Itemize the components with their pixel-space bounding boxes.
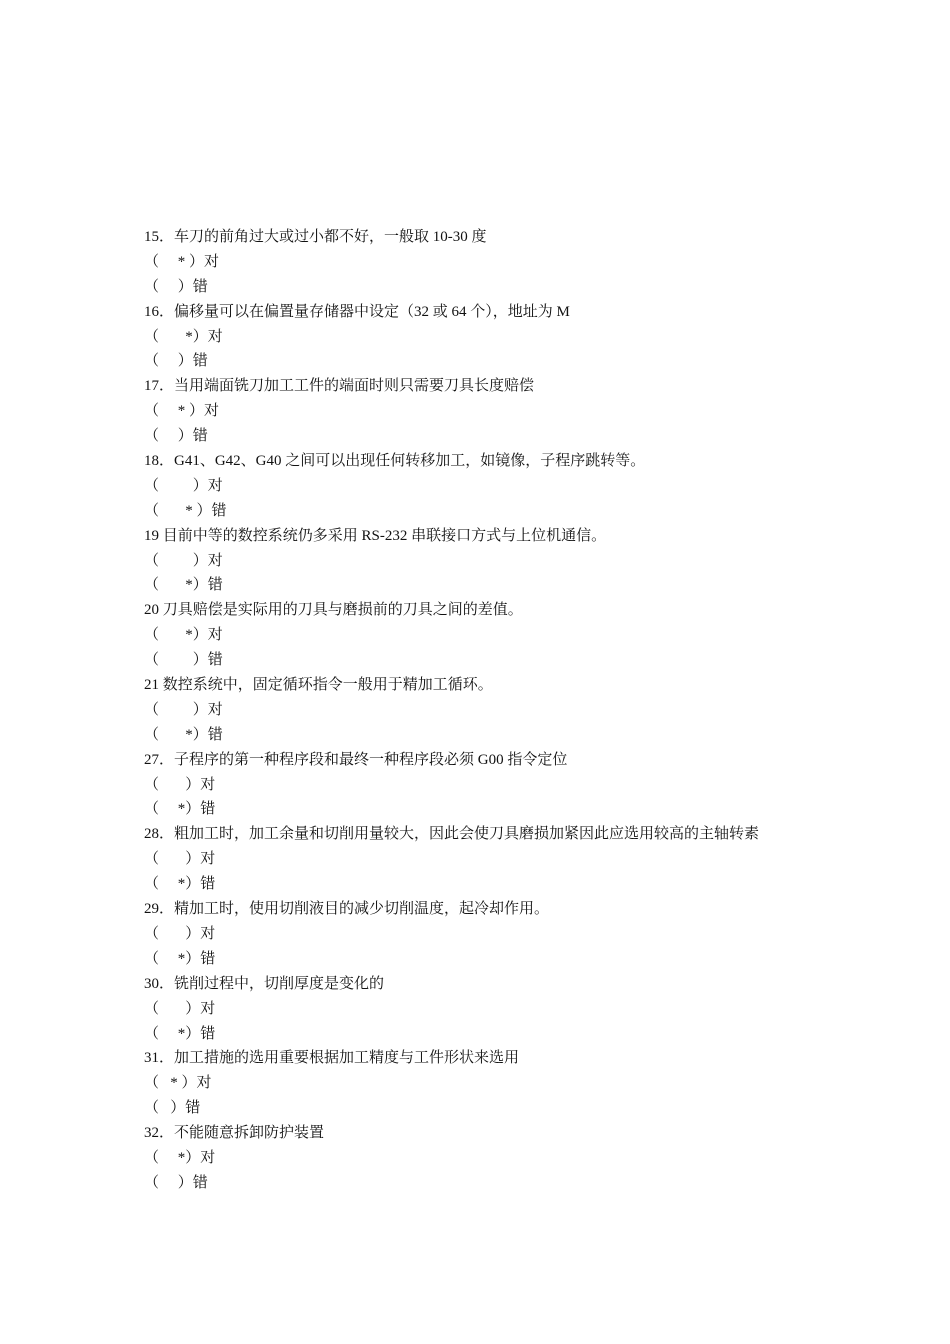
question-text: 30．铣削过程中，切削厚度是变化的	[144, 975, 385, 992]
option-false: （ *）错	[144, 801, 216, 818]
question-15	[144, 225, 816, 300]
question-28	[144, 822, 816, 897]
question-text: 29．精加工时，使用切削液目的减少切削温度，起冷却作用。	[144, 901, 550, 918]
option-true: （ * ）对	[144, 1075, 212, 1092]
option-false: （ ）错	[144, 428, 208, 445]
question-16	[144, 300, 816, 375]
question-text: 15．车刀的前角过大或过小都不好，一般取 10-30 度	[144, 229, 487, 245]
option-true: （ *）对	[144, 1149, 216, 1166]
option-true: （ ）对	[144, 925, 216, 942]
option-false: （ *）错	[144, 950, 216, 967]
option-true: （ * ）对	[144, 253, 220, 270]
option-true: （ ）对	[144, 1000, 216, 1017]
option-true: （ *）对	[144, 328, 223, 345]
question-17	[144, 374, 816, 449]
question-27	[144, 748, 816, 823]
question-30	[144, 972, 816, 1047]
question-text: 28．粗加工时，加工余量和切削用量较大，因此会使刀具磨损加紧因此应选用较高的主轴转素	[144, 826, 760, 843]
option-false: （ ）错	[144, 1100, 201, 1117]
question-31	[144, 1046, 816, 1121]
question-18	[144, 449, 816, 524]
option-false: （ ）错	[144, 652, 223, 669]
option-false: （ *）错	[144, 876, 216, 893]
question-20	[144, 598, 816, 673]
question-21	[144, 673, 816, 748]
option-false: （ ）错	[144, 1174, 208, 1191]
question-text: 27．子程序的第一种程序段和最终一种程序段必须 G00 指令定位	[144, 751, 568, 768]
question-text: 17．当用端面铣刀加工工件的端面时则只需要刀具长度赔偿	[144, 378, 535, 395]
option-false: （ * ）错	[144, 502, 227, 519]
option-false: （ ）错	[144, 353, 208, 370]
question-text: 20 刀具赔偿是实际用的刀具与磨损前的刀具之间的差值。	[144, 602, 523, 619]
question-text: 18．G41、G42、G40 之间可以出现任何转移加工，如镜像，子程序跳转等。	[144, 453, 646, 470]
question-text: 31．加工措施的选用重要根据加工精度与工件形状来选用	[144, 1050, 520, 1067]
option-false: （ *）错	[144, 726, 223, 743]
document-body	[144, 225, 816, 1196]
option-false: （ *）错	[144, 577, 223, 594]
question-32	[144, 1121, 816, 1196]
option-true: （ ）对	[144, 851, 216, 868]
option-true: （ ）对	[144, 776, 216, 793]
option-true: （ * ）对	[144, 403, 220, 420]
question-text: 32．不能随意拆卸防护装置	[144, 1125, 325, 1142]
option-true: （ *）对	[144, 627, 223, 644]
option-true: （ ）对	[144, 477, 223, 494]
question-text: 19 目前中等的数控系统仍多采用 RS-232 串联接口方式与上位机通信。	[144, 527, 607, 544]
option-true: （ ）对	[144, 701, 223, 718]
option-false: （ ）错	[144, 278, 208, 295]
option-true: （ ）对	[144, 552, 223, 569]
question-29	[144, 897, 816, 972]
question-19	[144, 524, 816, 599]
question-text: 21 数控系统中，固定循环指令一般用于精加工循环。	[144, 677, 493, 694]
question-text: 16．偏移量可以在偏置量存储器中设定（32 或 64 个），地址为 M	[144, 303, 570, 320]
option-false: （ *）错	[144, 1025, 216, 1042]
